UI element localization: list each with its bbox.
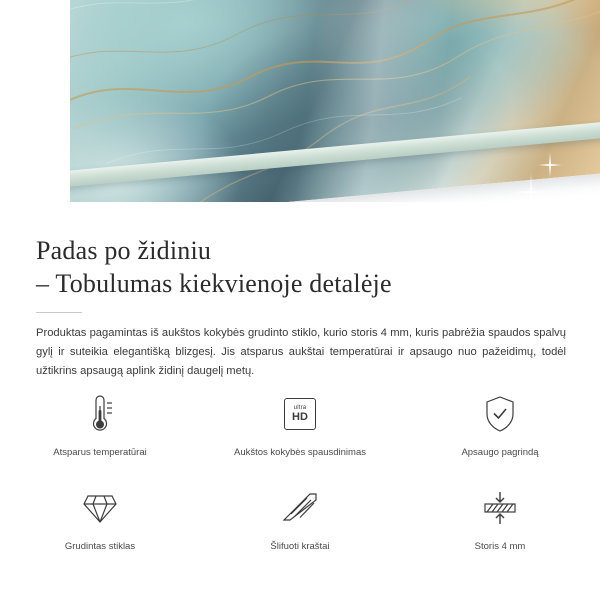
feature-row-2 xyxy=(0,485,600,553)
hero-left-mask xyxy=(0,0,70,222)
hero-bottom-mask xyxy=(0,202,600,222)
diamond-icon xyxy=(80,485,120,531)
ultra-hd-badge-top: ultra xyxy=(293,405,307,411)
thickness-icon xyxy=(480,485,520,531)
ultra-hd-badge-bottom: HD xyxy=(292,411,308,423)
hero-image xyxy=(0,0,600,222)
description-paragraph: Produktas pagamintas iš aukštos kokybės grudinto stiklo, kurio storis 4 mm, kuris pabrėžia spaudos spalvų gylį ir suteikia elegantišką blizgesį. Jis atsparus aukštai temperatūrai ir apsaugo nuo pažeidimų, todėl užtikrins apsaugą aplink židinį daugelį metų. xyxy=(36,327,566,377)
feature-label: Apsaugo pagrindą xyxy=(461,447,539,458)
text-content xyxy=(0,222,600,381)
shield-check-icon xyxy=(482,391,518,437)
polished-edges-icon xyxy=(281,485,319,531)
headline-line-2: – Tobulumas kiekvienoje detalėje xyxy=(36,269,392,298)
page-title xyxy=(0,222,600,300)
feature-row-1 xyxy=(0,391,600,459)
ultra-hd-icon xyxy=(284,391,316,437)
feature-polished-edges xyxy=(200,485,400,553)
feature-grid xyxy=(0,391,600,553)
feature-high-quality-print xyxy=(200,391,400,459)
feature-label: Šlifuoti kraštai xyxy=(270,541,330,552)
marble-veins-decoration xyxy=(53,0,600,222)
feature-temperature-resistant xyxy=(0,391,200,459)
feature-label: Atsparus temperatūrai xyxy=(53,447,147,458)
thermometer-icon xyxy=(83,391,117,437)
feature-thickness xyxy=(400,485,600,553)
feature-label: Storis 4 mm xyxy=(474,541,526,552)
feature-protects-surface xyxy=(400,391,600,459)
feature-label: Aukštos kokybės spausdinimas xyxy=(233,447,366,458)
headline-line-1: Padas po židiniu xyxy=(36,236,212,265)
marble-glass-panel-image xyxy=(53,0,600,222)
feature-label: Grudintas stiklas xyxy=(64,541,136,552)
feature-tempered-glass xyxy=(0,485,200,553)
